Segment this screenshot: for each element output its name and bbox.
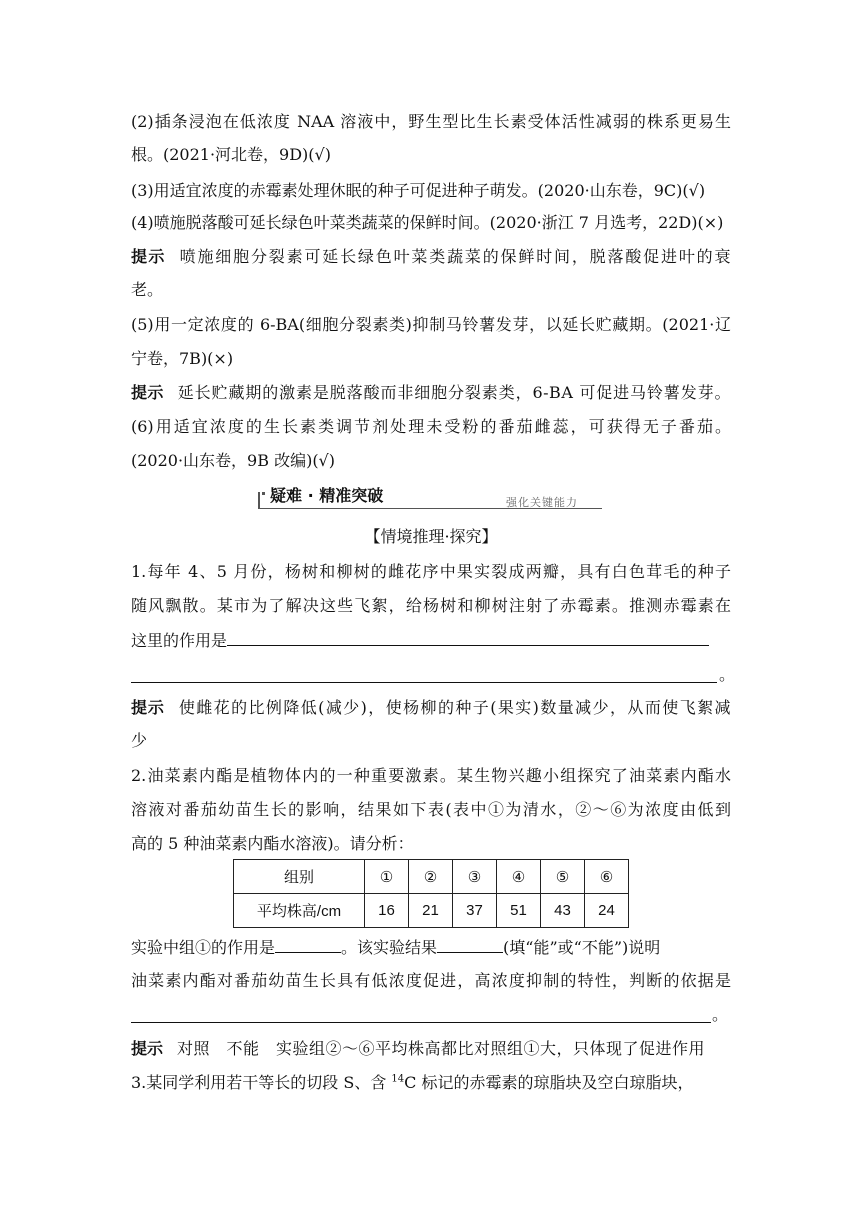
banner-title: 疑难 · 精准突破: [270, 486, 384, 505]
answer-text: 。该实验结果: [341, 938, 438, 957]
table-row-label: 平均株高/cm: [234, 894, 365, 928]
hint-item-5: [131, 383, 731, 403]
table-value-row: [234, 894, 629, 928]
table-value-cell: 43: [541, 894, 585, 928]
hint-label: 提示: [131, 698, 165, 717]
table-group-cell: ①: [365, 860, 409, 894]
table-group-cell: ④: [497, 860, 541, 894]
table-value-cell: 51: [497, 894, 541, 928]
table-group-cell: ③: [453, 860, 497, 894]
question-1-line-3: [131, 630, 731, 651]
answer-blank-1[interactable]: [227, 630, 709, 646]
hint-question-2: [131, 1039, 731, 1059]
table-value-cell: 16: [365, 894, 409, 928]
banner-subtitle: 强化关键能力: [506, 496, 578, 509]
hint-label: 提示: [131, 247, 166, 266]
question-3-line-1: [131, 1073, 731, 1093]
question-2-answer-line-1: [131, 937, 731, 958]
table-header-row: [234, 860, 629, 894]
table-group-cell: ⑤: [541, 860, 585, 894]
table-value-cell: 21: [409, 894, 453, 928]
hint-item-4-line-1: [131, 247, 731, 267]
section-banner: [258, 486, 602, 510]
question-1-line-2: 随风飘散。某市为了解决这些飞絮，给杨树和柳树注射了赤霉素。推测赤霉素在: [131, 596, 731, 615]
question-2-line-2: 溶液对番茄幼苗生长的影响，结果如下表(表中①为清水，②～⑥为浓度由低到: [131, 800, 731, 819]
question-1-end: 。: [719, 665, 736, 684]
question-3-text: 3.某同学利用若干等长的切段 S、含: [131, 1073, 392, 1092]
table-group-cell: ②: [409, 860, 453, 894]
answer-text: (填“能”或“不能”)说明: [503, 938, 661, 957]
answer-blank-1-cont[interactable]: [131, 682, 717, 683]
hint-label: 提示: [131, 383, 164, 402]
result-table: [233, 859, 629, 928]
item-6-line-2: (2020·山东卷，9B 改编)(√): [131, 451, 335, 470]
item-5-line-1: (5)用一定浓度的 6-BA(细胞分裂素类)抑制马铃薯发芽，以延长贮藏期。(2021·辽: [131, 315, 731, 334]
hint-text: 喷施细胞分裂素可延长绿色叶菜类蔬菜的保鲜时间，脱落酸促进叶的衰: [179, 247, 731, 266]
hint-item-4-line-2: 老。: [131, 280, 164, 299]
isotope-superscript: 14: [391, 1073, 405, 1085]
answer-blank-2c[interactable]: [131, 1022, 711, 1023]
banner-dot: [262, 492, 265, 495]
hint-question-1-line-2: 少: [131, 731, 148, 750]
question-3-text: C 标记的赤霉素的琼脂块及空白琼脂块，: [404, 1073, 694, 1092]
item-2-line-2: 根。(2021·河北卷，9D)(√): [131, 145, 331, 164]
hint-question-1-line-1: [131, 698, 731, 718]
hint-text: 对照 不能 实验组②～⑥平均株高都比对照组①大，只体现了促进作用: [177, 1039, 706, 1058]
answer-blank-2a[interactable]: [275, 937, 341, 953]
hint-label: 提示: [131, 1039, 164, 1058]
section-title: 【情境推理·探究】: [364, 527, 498, 546]
table-value-cell: 24: [585, 894, 629, 928]
item-5-line-2: 宁卷，7B)(×): [131, 349, 234, 368]
item-4: (4)喷施脱落酸可延长绿色叶菜类蔬菜的保鲜时间。(2020·浙江 7 月选考，22D)(×): [131, 213, 724, 232]
item-3: (3)用适宜浓度的赤霉素处理休眠的种子可促进种子萌发。(2020·山东卷，9C)(√): [131, 181, 706, 200]
answer-blank-2b[interactable]: [437, 937, 503, 953]
question-2-line-3: 高的 5 种油菜素内酯水溶液)。请分析：: [131, 834, 414, 853]
item-6-line-1: (6)用适宜浓度的生长素类调节剂处理未受粉的番茄雌蕊，可获得无子番茄。: [131, 417, 731, 436]
table-group-cell: ⑥: [585, 860, 629, 894]
question-2-answer-line-2: 油菜素内酯对番茄幼苗生长具有低浓度促进，高浓度抑制的特性，判断的依据是: [131, 971, 731, 990]
table-value-cell: 37: [453, 894, 497, 928]
question-1-line-1: 1.每年 4、5 月份，杨树和柳树的雌花序中果实裂成两瓣，具有白色茸毛的种子: [131, 562, 731, 581]
table-header-label: 组别: [234, 860, 365, 894]
hint-text: 延长贮藏期的激素是脱落酸而非细胞分裂素类，6-BA 可促进马铃薯发芽。: [177, 383, 731, 402]
hint-text: 使雌花的比例降低(减少)，使杨柳的种子(果实)数量减少，从而使飞絮减: [178, 698, 731, 717]
question-2-end: 。: [712, 1005, 729, 1024]
banner-underline: [258, 508, 602, 509]
answer-text: 实验中组①的作用是: [131, 938, 276, 957]
question-2-line-1: 2.油菜素内酯是植物体内的一种重要激素。某生物兴趣小组探究了油菜素内酯水: [131, 766, 731, 785]
question-1-text: 这里的作用是: [131, 631, 228, 650]
item-2-line-1: (2)插条浸泡在低浓度 NAA 溶液中，野生型比生长素受体活性减弱的株系更易生: [131, 112, 731, 131]
